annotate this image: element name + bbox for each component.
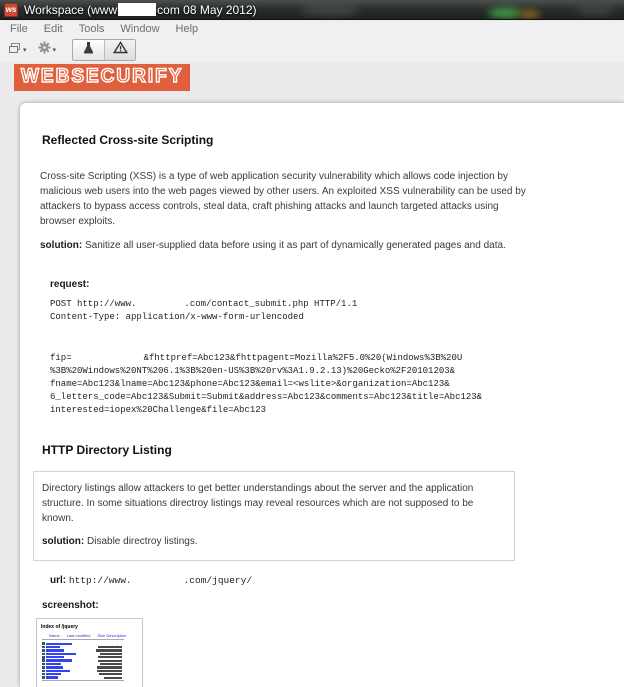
thumbnail-file-meta <box>97 666 122 668</box>
thumbnail-divider <box>42 639 124 640</box>
app-icon: ws <box>4 3 18 17</box>
finding-description-xss: Cross-site Scripting (XSS) is a type of web application security vulnerability which allows code injection by malicious web users into the web pages viewed by other users. An exploited XSS vulnerability can be used by attackers to bypass access controls, steal data, craft phishing attacks and launch targeted attacks using browser exploits. <box>40 171 526 227</box>
thumbnail-file-link <box>46 649 64 651</box>
menu-bar <box>0 21 624 37</box>
redacted-domain-gap <box>132 582 184 583</box>
url-prefix: http://www. <box>68 575 132 586</box>
file-icon <box>42 653 45 656</box>
thumbnail-file-meta <box>96 649 122 651</box>
window-title <box>24 3 257 17</box>
finding-detail-box <box>33 471 515 561</box>
request-url-suffix: .com/contact_submit.php HTTP/1.1 <box>184 299 358 309</box>
body-line4: 6_letters_code=Abc123&Submit=Submit&address=Abc123&comments=Abc123&title=Abc123& <box>50 392 483 402</box>
file-icon <box>42 663 45 666</box>
request-label: request: <box>50 279 90 290</box>
view-toggle-group <box>72 39 136 61</box>
body-line1: &fhttpref=Abc123&fhttpagent=Mozilla%2F5.0%20(Windows%3B%20U <box>143 353 463 363</box>
thumbnail-file-link <box>46 653 76 655</box>
thumbnail-file-meta <box>98 646 122 648</box>
workspace-dropdown-button[interactable] <box>5 40 30 60</box>
thumbnail-file-meta <box>99 673 122 675</box>
toolbar <box>0 37 624 62</box>
titlebar-blur-decoration <box>520 11 540 18</box>
title-bar[interactable] <box>0 0 624 20</box>
finding-description-dirlisting: Directory listings allow attackers to get better understandings about the server and the application structure. In some situations directroy listings may reveal resources which are not supposed to be known. <box>42 483 474 524</box>
warning-triangle-icon <box>113 41 128 59</box>
titlebar-blur-decoration <box>488 8 522 18</box>
gear-icon <box>38 41 51 59</box>
finding-solution-dirlisting <box>42 534 504 549</box>
flask-icon <box>83 41 94 59</box>
solution-label: solution: <box>40 240 83 251</box>
menu-window[interactable]: Window <box>120 23 160 35</box>
thumbnail-size-dash: - <box>116 640 118 646</box>
redacted-value-gap <box>72 359 144 360</box>
url-line <box>50 575 624 586</box>
window-title-suffix: com 08 May 2012) <box>157 2 257 17</box>
solution-text: Sanitize all user-supplied data before using it as part of dynamically generated pages and data. <box>85 240 506 251</box>
menu-help[interactable]: Help <box>175 23 199 35</box>
thumbnail-file-meta <box>98 656 122 658</box>
file-icon <box>42 670 45 673</box>
url-suffix: .com/jquery/ <box>183 575 253 586</box>
finding-solution-xss <box>40 238 528 253</box>
thumbnail-file-meta <box>97 670 122 672</box>
window-title-prefix: Workspace (www <box>24 2 118 17</box>
workspace-area <box>0 62 624 687</box>
thumbnail-file-link <box>46 663 61 665</box>
url-value <box>69 575 252 586</box>
thumbnail-divider <box>42 680 124 681</box>
redacted-domain-gap <box>136 305 184 306</box>
menu-file[interactable]: File <box>10 23 28 35</box>
thumbnail-column-headers <box>49 633 138 638</box>
thumbnail-col-size: Size Description <box>97 633 127 638</box>
file-icon <box>42 646 45 649</box>
menu-tools[interactable]: Tools <box>78 23 105 35</box>
url-label: url: <box>50 575 67 586</box>
finding-title-xss: Reflected Cross-site Scripting <box>42 133 214 147</box>
cascade-windows-icon <box>8 41 21 59</box>
solution-label: solution: <box>42 536 85 547</box>
request-content-type: Content-Type: application/x-www-form-urlencoded <box>50 312 304 322</box>
thumbnail-file-link <box>46 646 60 648</box>
thumbnail-file-link <box>46 673 61 675</box>
chevron-down-icon: ▾ <box>52 46 57 54</box>
titlebar-blur-decoration <box>300 4 360 16</box>
menu-edit[interactable]: Edit <box>43 23 63 35</box>
file-icon <box>42 642 45 645</box>
file-icon <box>42 673 45 676</box>
file-icon <box>42 666 45 669</box>
file-icon <box>42 659 45 662</box>
thumbnail-file-meta <box>104 677 122 679</box>
file-icon <box>42 649 45 652</box>
request-headers <box>50 298 624 324</box>
thumbnail-file-meta <box>100 653 122 655</box>
thumbnail-file-meta <box>100 663 122 665</box>
report-panel <box>20 103 624 687</box>
thumbnail-col-modified: Last modified <box>66 633 91 638</box>
thumbnail-col-name: Name <box>49 633 60 638</box>
redacted-domain-box <box>118 3 156 16</box>
thumbnail-file-link <box>46 666 63 668</box>
chevron-down-icon: ▾ <box>23 46 27 54</box>
request-body <box>50 352 550 417</box>
directory-listing-thumbnail <box>36 618 143 687</box>
thumbnail-file-link <box>46 656 64 658</box>
solution-text: Disable directroy listings. <box>87 536 198 547</box>
issues-warning-button[interactable] <box>104 40 135 60</box>
thumbnail-row <box>42 676 138 679</box>
body-line2: %3B%20Windows%20NT%206.1%3B%20en-US%3B%20rv%3A1.9.2.13)%20Gecko%2F20101203& <box>50 366 456 376</box>
finding-title-dirlisting: HTTP Directory Listing <box>42 443 172 457</box>
thumbnail-file-link <box>46 670 70 672</box>
websecurify-logo: WEBSECURIFY <box>14 64 190 91</box>
thumbnail-index-title: Index of /jquery <box>41 624 78 630</box>
body-fip-param: fip= <box>50 353 72 363</box>
body-line3: fname=Abc123&lname=Abc123&phone=Abc123&email=<wslite>&organization=Abc123& <box>50 379 450 389</box>
test-flask-button[interactable] <box>73 40 104 60</box>
file-icon <box>42 676 45 679</box>
file-icon <box>42 656 45 659</box>
thumbnail-file-link <box>46 659 72 661</box>
body-line5: interested=iopex%20Challenge&file=Abc123 <box>50 405 267 415</box>
thumbnail-file-link <box>46 643 72 645</box>
thumbnail-file-meta <box>98 660 122 662</box>
settings-dropdown-button[interactable] <box>35 40 60 60</box>
request-url-prefix: POST http://www. <box>50 299 137 309</box>
thumbnail-file-link <box>46 676 58 678</box>
screenshot-label: screenshot: <box>42 600 99 611</box>
thumbnail-rows <box>41 642 138 679</box>
titlebar-blur-decoration <box>575 3 615 15</box>
